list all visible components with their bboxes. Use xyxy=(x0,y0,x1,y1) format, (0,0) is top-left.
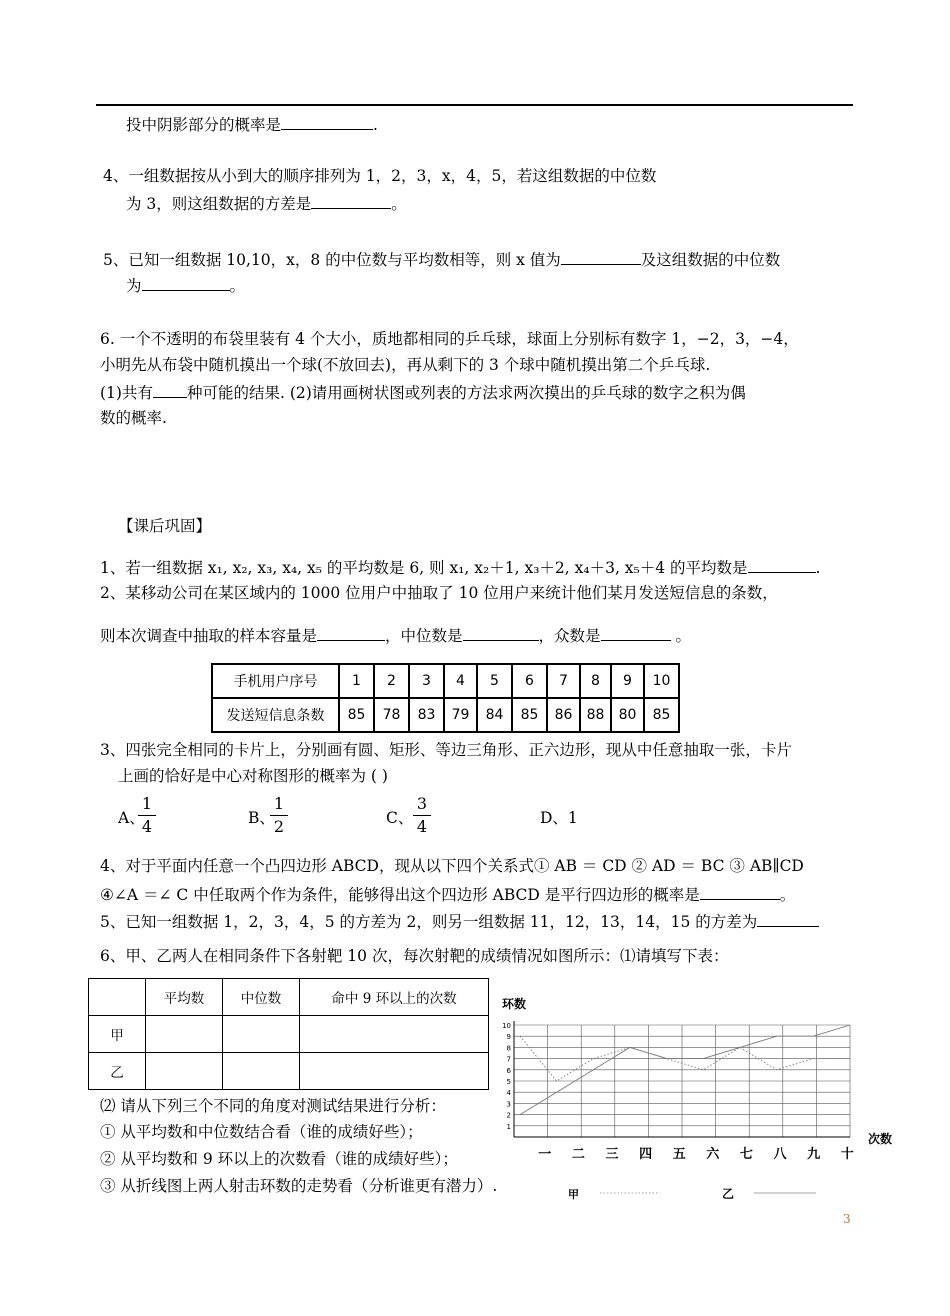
y-tick-label: 3 xyxy=(506,1100,511,1109)
x-tick-label: 九 xyxy=(807,1147,821,1162)
sms-row2-label: 发送短信息条数 xyxy=(212,698,339,732)
q6-line3: (1)共有 种可能的结果. (2)请用画树状图或列表的方法求两次摸出的乒乓球的数字之积为偶 xyxy=(100,381,746,403)
sms-id-cell: 1 xyxy=(339,664,374,698)
option-d: D、1 xyxy=(540,809,578,827)
y-tick-label: 5 xyxy=(506,1078,511,1086)
sms-count-cell: 85 xyxy=(339,698,374,732)
sms-id-cell: 10 xyxy=(644,664,679,698)
h4-line2: ④∠A ＝∠ C 中任取两个作为条件，能够得出这个四边形 ABCD 是平行四边形的概率是 。 xyxy=(100,883,795,905)
sms-id-row xyxy=(212,664,679,698)
sms-id-cell: 3 xyxy=(409,664,444,698)
q6-line1: 6. 一个不透明的布袋里装有 4 个大小，质地都相同的乒乓球，球面上分别标有数字 1，−2，3，−4， xyxy=(100,330,799,348)
result-header-cell xyxy=(89,979,146,1016)
y-tick-label: 1 xyxy=(506,1122,511,1131)
result-header-cell: 中位数 xyxy=(223,979,300,1016)
sms-id-cell: 6 xyxy=(512,664,547,698)
h4-line1: 4、对于平面内任意一个凸四边形 ABCD，现从以下四个关系式① AB ＝ CD ② AD ＝ BC ③ AB∥CD xyxy=(100,857,804,875)
sms-id-cell: 2 xyxy=(374,664,409,698)
sms-count-cell: 84 xyxy=(477,698,512,732)
sms-id-cell: 4 xyxy=(444,664,477,698)
q6-line2: 小明先从布袋中随机摸出一个球(不放回去)，再从剩下的 3 个球中随机摸出第二个乒乓球. xyxy=(100,356,711,374)
option-a-fraction xyxy=(138,794,156,837)
x-tick-label: 四 xyxy=(639,1147,653,1162)
top-rule xyxy=(96,104,853,106)
part2-item3: ③ 从折线图上两人射击环数的走势看（分析谁更有潜力）. xyxy=(100,1177,498,1195)
y-tick-label: 7 xyxy=(506,1055,511,1064)
option-a-label: A、 xyxy=(118,809,145,827)
fraction-denominator: 4 xyxy=(416,817,428,836)
sms-count-cell: 86 xyxy=(547,698,580,732)
x-tick-label: 三 xyxy=(605,1147,619,1162)
result-header-cell: 命中 9 环以上的次数 xyxy=(300,979,489,1016)
q5-line2: 为 。 xyxy=(126,274,245,296)
x-tick-label: 十 xyxy=(840,1147,854,1162)
result-row-label: 乙 xyxy=(89,1053,146,1090)
result-table xyxy=(88,978,489,1090)
h3-line1: 3、四张完全相同的卡片上，分别画有圆、矩形、等边三角形、正六边形，现从中任意抽取一张，卡片 xyxy=(100,741,792,759)
result-row xyxy=(89,1016,489,1053)
fraction-numerator: 3 xyxy=(416,794,428,813)
result-input-cell[interactable] xyxy=(146,1016,223,1053)
option-b-label: B、 xyxy=(248,809,275,827)
result-input-cell[interactable] xyxy=(223,1053,300,1090)
y-axis-title: 环数 xyxy=(502,997,527,1011)
sms-row1-label: 手机用户序号 xyxy=(212,664,339,698)
y-tick-label: 9 xyxy=(506,1033,511,1042)
page-number: 3 xyxy=(843,1212,851,1226)
h3-line2: 上画的恰好是中心对称图形的概率为 ( ) xyxy=(118,767,388,785)
q6-line4: 数的概率. xyxy=(100,409,167,427)
option-c-fraction xyxy=(413,794,431,837)
x-tick-label: 二 xyxy=(571,1147,585,1162)
y-tick-label: 4 xyxy=(506,1089,511,1098)
option-c-label: C、 xyxy=(386,809,414,827)
result-input-cell[interactable] xyxy=(146,1053,223,1090)
q3-tail: 投中阴影部分的概率是 . xyxy=(126,113,378,135)
x-tick-label: 六 xyxy=(706,1147,720,1162)
sms-id-cell: 8 xyxy=(580,664,611,698)
sms-id-cell: 5 xyxy=(477,664,512,698)
y-tick-label: 6 xyxy=(506,1066,511,1075)
q4-line2: 为 3，则这组数据的方差是 。 xyxy=(126,192,407,214)
series-line-jia xyxy=(520,1036,850,1081)
legend-label-yi: 乙 xyxy=(722,1187,735,1201)
result-input-cell[interactable] xyxy=(223,1016,300,1053)
sms-count-cell: 78 xyxy=(374,698,409,732)
sms-count-cell: 80 xyxy=(611,698,644,732)
fraction-denominator: 4 xyxy=(141,817,153,836)
x-tick-label: 五 xyxy=(672,1147,686,1162)
result-input-cell[interactable] xyxy=(300,1016,489,1053)
fraction-numerator: 1 xyxy=(141,794,153,813)
x-tick-label: 八 xyxy=(773,1147,787,1162)
x-tick-label: 一 xyxy=(538,1147,552,1162)
part2-item1: ① 从平均数和中位数结合看（谁的成绩好些）； xyxy=(100,1123,423,1141)
sms-count-cell: 79 xyxy=(444,698,477,732)
q4-line1: 4、一组数据按从小到大的顺序排列为 1，2，3，x，4，5，若这组数据的中位数 xyxy=(103,167,657,185)
y-tick-label: 8 xyxy=(506,1044,511,1053)
sms-count-cell: 85 xyxy=(512,698,547,732)
sms-table xyxy=(211,663,680,733)
result-row-label: 甲 xyxy=(89,1016,146,1053)
sms-count-row xyxy=(212,698,679,732)
option-b-fraction xyxy=(270,794,288,837)
h5-line: 5、已知一组数据 1，2，3，4，5 的方差为 2，则另一组数据 11，12，13，14，15 的方差为 xyxy=(100,910,819,932)
h2-line1: 2、某移动公司在某区域内的 1000 位用户中抽取了 10 位用户来统计他们某月发送短信息的条数， xyxy=(100,584,778,602)
y-tick-label: 2 xyxy=(506,1111,511,1120)
result-header-row xyxy=(89,979,489,1016)
fraction-denominator: 2 xyxy=(273,817,285,836)
sms-count-cell: 85 xyxy=(644,698,679,732)
series-line-yi xyxy=(520,1025,850,1115)
sms-id-cell: 7 xyxy=(547,664,580,698)
result-row xyxy=(89,1053,489,1090)
h2-line2: 则本次调查中抽取的样本容量是 ，中位数是 ，众数是 。 xyxy=(100,624,691,646)
q5-line1: 5、已知一组数据 10,10，x，8 的中位数与平均数相等，则 x 值为 及这组数据的中位数 xyxy=(103,248,780,270)
result-input-cell[interactable] xyxy=(300,1053,489,1090)
sms-count-cell: 88 xyxy=(580,698,611,732)
section-title: 【课后巩固】 xyxy=(118,517,212,535)
result-header-cell: 平均数 xyxy=(146,979,223,1016)
sms-id-cell: 9 xyxy=(611,664,644,698)
x-axis-title: 次数 xyxy=(868,1132,893,1146)
part2-intro: ⑵ 请从下列三个不同的角度对测试结果进行分析： xyxy=(100,1097,446,1115)
part2-item2: ② 从平均数和 9 环以上的次数看（谁的成绩好些）； xyxy=(100,1150,458,1168)
fraction-numerator: 1 xyxy=(273,794,285,813)
h1-line: 1、若一组数据 x₁, x₂, x₃, x₄, x₅ 的平均数是 6, 则 x₁, x₂＋1, x₃＋2, x₄＋3, x₅＋4 的平均数是 . xyxy=(100,556,820,578)
legend-label-jia: 甲 xyxy=(568,1188,579,1201)
h6-line: 6、甲、乙两人在相同条件下各射靶 10 次，每次射靶的成绩情况如图所示：⑴请填写下表： xyxy=(100,947,729,965)
y-tick-label: 10 xyxy=(502,1022,511,1030)
x-tick-label: 七 xyxy=(739,1147,753,1162)
sms-count-cell: 83 xyxy=(409,698,444,732)
